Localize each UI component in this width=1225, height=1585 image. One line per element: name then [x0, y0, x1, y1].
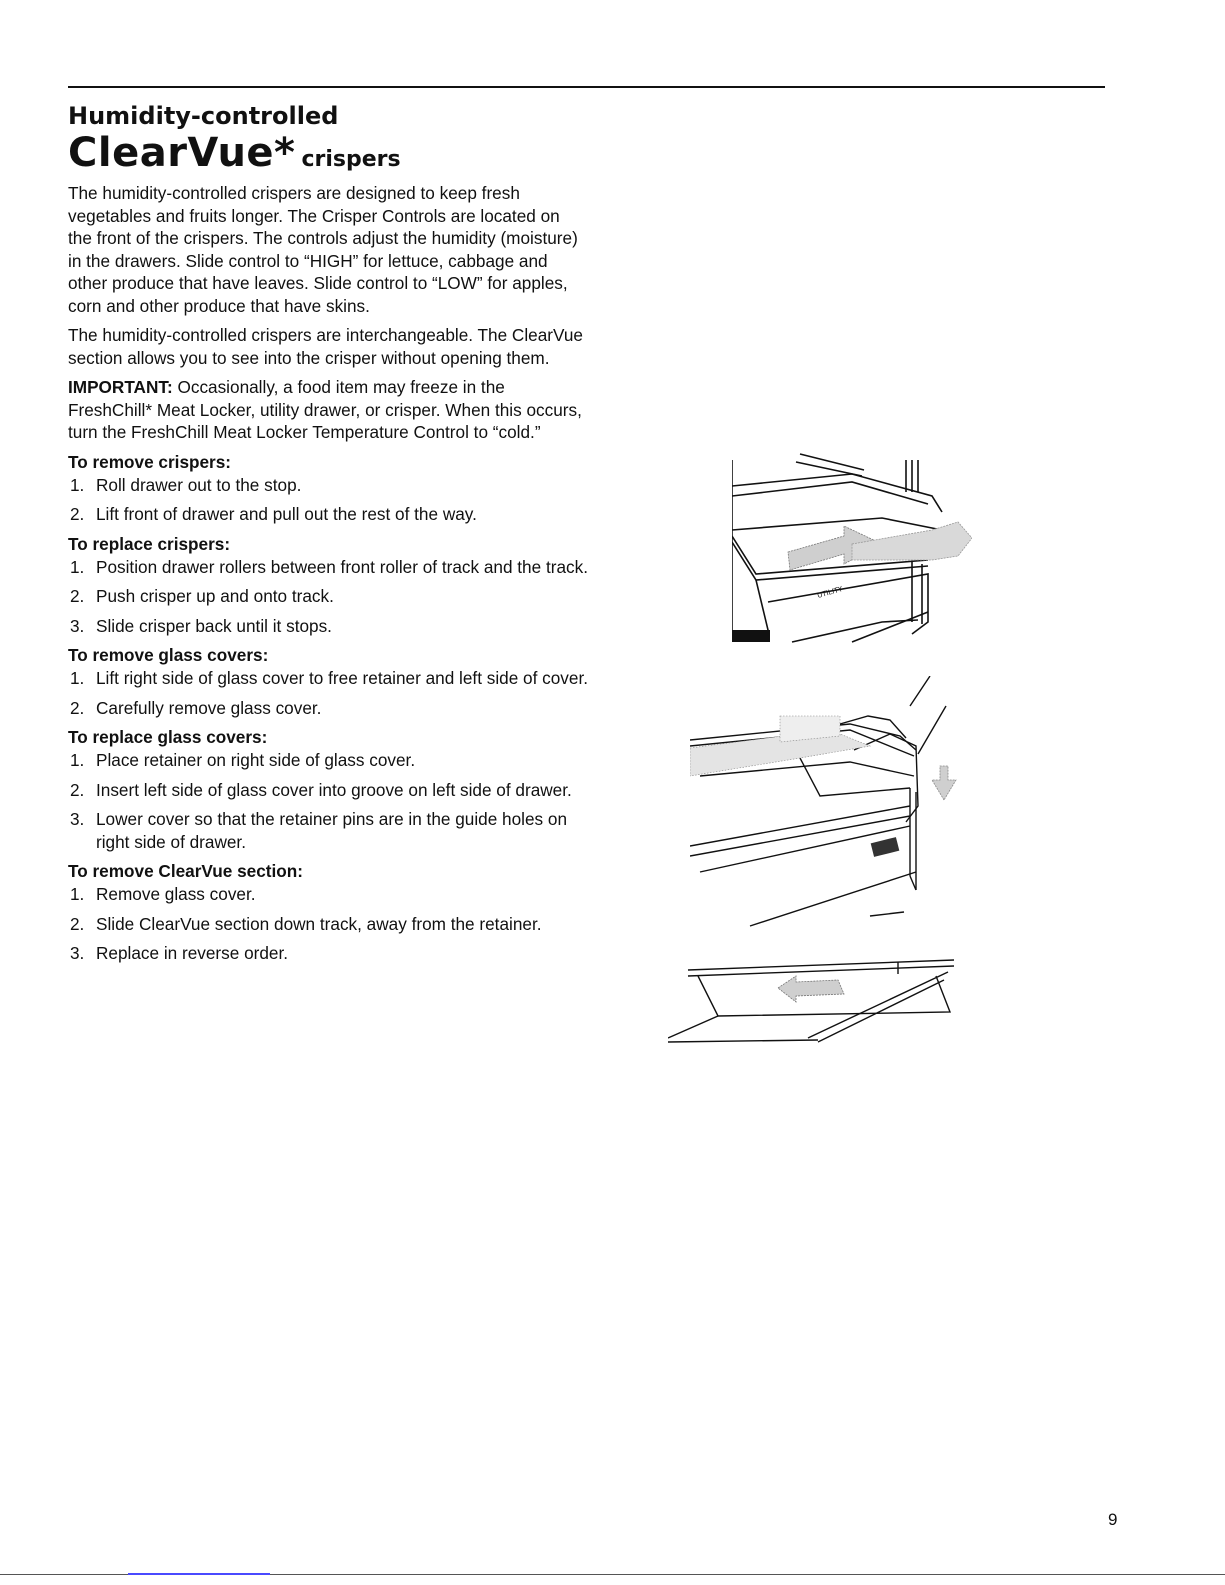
- step-number: 3.: [70, 615, 85, 636]
- step-text: Lift front of drawer and pull out the rest of the way.: [96, 504, 477, 524]
- title-brand: ClearVue*: [68, 130, 296, 176]
- step-item: [68, 503, 588, 526]
- step-number: 2.: [70, 586, 85, 606]
- title-line-1: Humidity-controlled: [68, 102, 339, 130]
- intro-paragraph-2: The humidity-controlled crispers are interchangeable. The ClearVue section allows you to see into the crisper without opening them.: [68, 325, 583, 368]
- steps-remove-crispers: [68, 474, 588, 526]
- figure-glass-cover-removal-drawing: [690, 676, 990, 936]
- steps-remove-glass-covers: [68, 667, 588, 719]
- important-label: IMPORTANT:: [68, 377, 173, 397]
- step-number: 1.: [70, 668, 85, 688]
- step-text: Insert left side of glass cover into groove on left side of drawer.: [96, 779, 572, 800]
- step-text: Slide ClearVue section down track, away from the retainer.: [96, 913, 542, 934]
- section-heading-remove-crispers: To remove crispers:: [68, 451, 232, 472]
- figure-clearvue-removal-drawing: [668, 952, 968, 1052]
- step-text: Place retainer on right side of glass cover.: [96, 750, 416, 770]
- step-number: 2.: [70, 913, 85, 934]
- title-subtitle: crispers: [301, 147, 401, 172]
- step-number: 3.: [70, 809, 85, 829]
- figure-clearvue-removal: [668, 952, 968, 1052]
- drawer-label: UTILITY: [816, 585, 844, 600]
- section-heading-remove-clearvue: To remove ClearVue section:: [68, 861, 303, 881]
- step-text: Position drawer rollers between front roller of track and the track.: [96, 556, 588, 577]
- figure-crisper-removal-drawing: [732, 452, 972, 652]
- step-item: [68, 585, 588, 608]
- step-text: Slide crisper back until it stops.: [96, 615, 332, 636]
- step-number: 1.: [70, 474, 85, 495]
- title-line-2: [68, 130, 401, 176]
- page-title: [68, 102, 401, 176]
- step-item: [68, 474, 588, 497]
- step-item: [68, 942, 588, 965]
- section-heading-replace-crispers: To replace crispers:: [68, 533, 231, 554]
- steps-replace-glass-covers: [68, 749, 588, 853]
- figure-glass-cover-removal: [690, 676, 990, 936]
- section-heading-remove-glass-covers: To remove glass covers:: [68, 645, 269, 665]
- step-number: 1.: [70, 556, 85, 577]
- step-text: Lower cover so that the retainer pins are in the guide holes on right side of drawer.: [96, 809, 568, 852]
- step-item: [68, 749, 588, 772]
- steps-remove-clearvue: [68, 883, 588, 965]
- step-item: [68, 667, 588, 690]
- step-text: Remove glass cover.: [96, 884, 256, 904]
- figure-crisper-removal: [732, 452, 972, 652]
- intro-paragraph-1: The humidity-controlled crispers are designed to keep fresh vegetables and fruits longer. The Crisper Controls are located on the front of the crispers. The controls adjust the humidity (moisture) in the drawers. Slide control to “HIGH” for lettuce, cabbage and other produce that have leaves. Slide control to “LOW” for apples, corn and other produce that have skins.: [68, 183, 578, 316]
- step-text: Push crisper up and onto track.: [96, 586, 334, 606]
- step-item: [68, 808, 588, 853]
- lift-up-arrow-icon: [932, 766, 956, 800]
- step-item: [68, 615, 588, 638]
- step-text: Lift right side of glass cover to free retainer and left side of cover.: [96, 668, 589, 688]
- step-item: [68, 913, 588, 936]
- important-text: Occasionally, a food item may freeze in the FreshChill* Meat Locker, utility drawer, or crisper. When this occurs, turn the FreshChill Meat Locker Temperature Control to “cold.”: [68, 377, 582, 442]
- page-number: 9: [1108, 1510, 1118, 1529]
- step-text: Roll drawer out to the stop.: [96, 474, 302, 495]
- step-item: [68, 883, 588, 906]
- section-heading-replace-glass-covers: To replace glass covers:: [68, 727, 268, 747]
- bottom-rule-accent: [128, 1573, 270, 1575]
- body-content: [68, 182, 588, 972]
- step-number: 2.: [70, 504, 85, 524]
- crisper-control-icon: [871, 837, 900, 857]
- slide-arrow-icon: [778, 976, 844, 1002]
- floor-shadow: [732, 630, 770, 642]
- step-number: 2.: [70, 779, 85, 800]
- top-rule: [68, 86, 1105, 88]
- step-text: Carefully remove glass cover.: [96, 697, 322, 718]
- pull-arrow-icon: [788, 522, 972, 570]
- important-note: [68, 376, 588, 444]
- step-item: [68, 697, 588, 720]
- step-item: [68, 556, 588, 579]
- steps-replace-crispers: [68, 556, 588, 638]
- step-number: 1.: [70, 750, 85, 770]
- step-number: 3.: [70, 943, 85, 963]
- step-item: [68, 779, 588, 802]
- step-number: 2.: [70, 697, 85, 718]
- step-number: 1.: [70, 884, 85, 904]
- step-text: Replace in reverse order.: [96, 943, 289, 963]
